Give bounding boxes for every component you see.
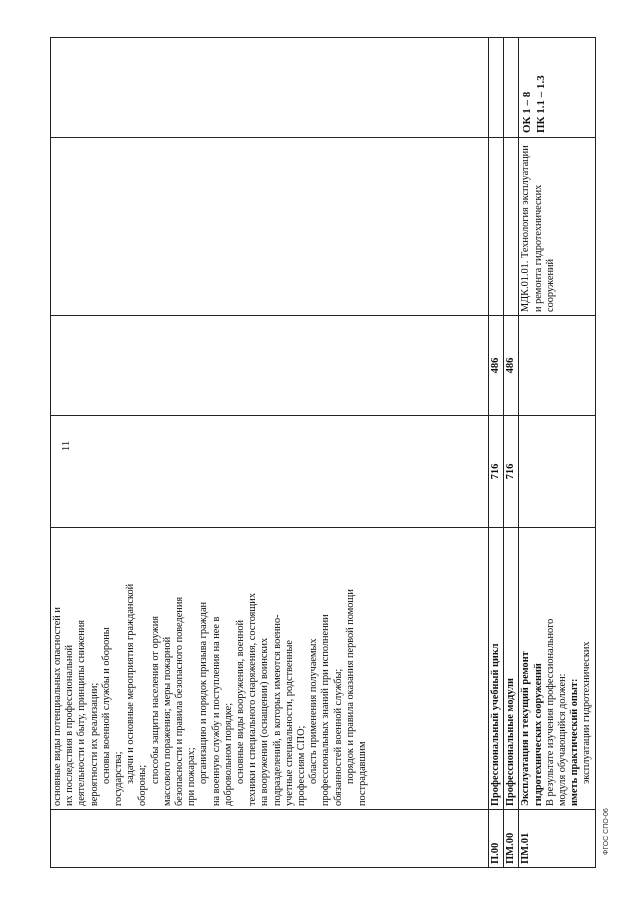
top-row-line: безопасности и правила безопасного поведения (174, 596, 186, 806)
curriculum-table-rotated (50, 38, 593, 868)
pm01-practice-item: эксплуатации гидротехнических (581, 641, 593, 784)
top-row-line: организацию и порядок призыва граждан (198, 601, 210, 784)
pm00-max-hours: 716 (504, 416, 519, 528)
pm01-competence-ok: ОК 1 – 8 (521, 91, 534, 133)
top-row-line: обязанностей военной службы; (332, 668, 344, 806)
top-row-mdk-cell (51, 138, 489, 316)
table-row-pm01 (519, 38, 595, 868)
page-number: 11 (60, 440, 72, 452)
curriculum-table (50, 37, 596, 868)
pm01-practice-label: иметь практический опыт: (569, 678, 581, 806)
pm00-mdk (504, 138, 519, 316)
pm01-text-line1: В результате изучения профессионального (544, 618, 556, 806)
top-row-line: порядок и правила оказания первой помощи (344, 589, 356, 784)
top-row-line: способы защиты населения от оружия (149, 615, 161, 784)
top-row-line: на военную службу и поступления на нее в (210, 616, 222, 806)
pm01-competence (519, 38, 595, 138)
pm01-text-line2: модуля обучающийся должен: (557, 673, 569, 806)
top-row-line: добровольном порядке; (222, 702, 234, 806)
top-row-line: профессиям СПО; (296, 725, 308, 806)
top-row-line: основные виды потенциальных опасностей и (52, 607, 63, 806)
pm01-title-line1: Эксплуатация и текущий ремонт (520, 651, 532, 806)
table-row-p00 (489, 38, 504, 868)
p00-code: П.00 (489, 810, 504, 868)
top-row-line: область применения получаемых (308, 638, 320, 784)
table-row-pm00 (504, 38, 519, 868)
pm00-code: ПМ.00 (504, 810, 519, 868)
pm01-max-hours (519, 416, 595, 528)
pm00-competence (504, 38, 519, 138)
top-row-line: государства; (113, 751, 125, 806)
top-row-line: пострадавшим (357, 741, 369, 806)
pm01-competence-pk: ПК 1.1 – 1.3 (535, 75, 548, 133)
top-row-line: деятельности и быту, принципы снижения (76, 620, 88, 806)
top-row-line: массового поражения; меры пожарной (161, 636, 173, 806)
top-row-max-hours-cell (51, 416, 489, 528)
pm01-mandatory-hours (519, 316, 595, 416)
top-row-line: подразделений, в которых имеются военно- (271, 614, 283, 806)
top-row-line: вероятности их реализации; (88, 682, 100, 806)
p00-max-hours: 716 (489, 416, 504, 528)
top-row-code-cell (51, 810, 489, 868)
top-row-line: на вооружении (оснащении) воинских (259, 637, 271, 806)
top-row-line: при пожарах; (186, 747, 198, 806)
pm00-mandatory-hours: 486 (504, 316, 519, 416)
pm00-name: Профессиональные модули (504, 528, 519, 810)
top-row-description-cell (51, 528, 489, 810)
table-row-top (51, 38, 489, 868)
top-row-line: обороны; (137, 764, 149, 806)
pm01-code: ПМ.01 (519, 810, 595, 868)
p00-mandatory-hours: 486 (489, 316, 504, 416)
top-row-line: их последствия в профессиональной (64, 645, 76, 806)
pm01-title-line2: гидротехнических сооружений (532, 663, 544, 806)
top-row-line: учетные специальности, родственные (283, 640, 295, 806)
p00-mdk (489, 138, 504, 316)
top-row-line: техники и специального снаряжения, состоящих (247, 593, 259, 806)
top-row-line: основные виды вооружения, военной (235, 619, 247, 784)
top-row-line: основы военной службы и обороны (100, 627, 112, 784)
pm01-description (519, 528, 595, 810)
top-row-line: профессиональных знаний при исполнении (320, 614, 332, 806)
footer-standard-code: ФГОС СПО-06 (603, 808, 610, 855)
top-row-mandatory-hours-cell (51, 316, 489, 416)
pm01-mdk: МДК.01.01. Технология эксплуатации и ремонта гидротехнических сооружений (519, 138, 595, 316)
top-row-line: задачи и основные мероприятия гражданской (125, 583, 137, 784)
top-row-competence-cell (51, 38, 489, 138)
p00-competence (489, 38, 504, 138)
p00-name: Профессиональный учебный цикл (489, 528, 504, 810)
